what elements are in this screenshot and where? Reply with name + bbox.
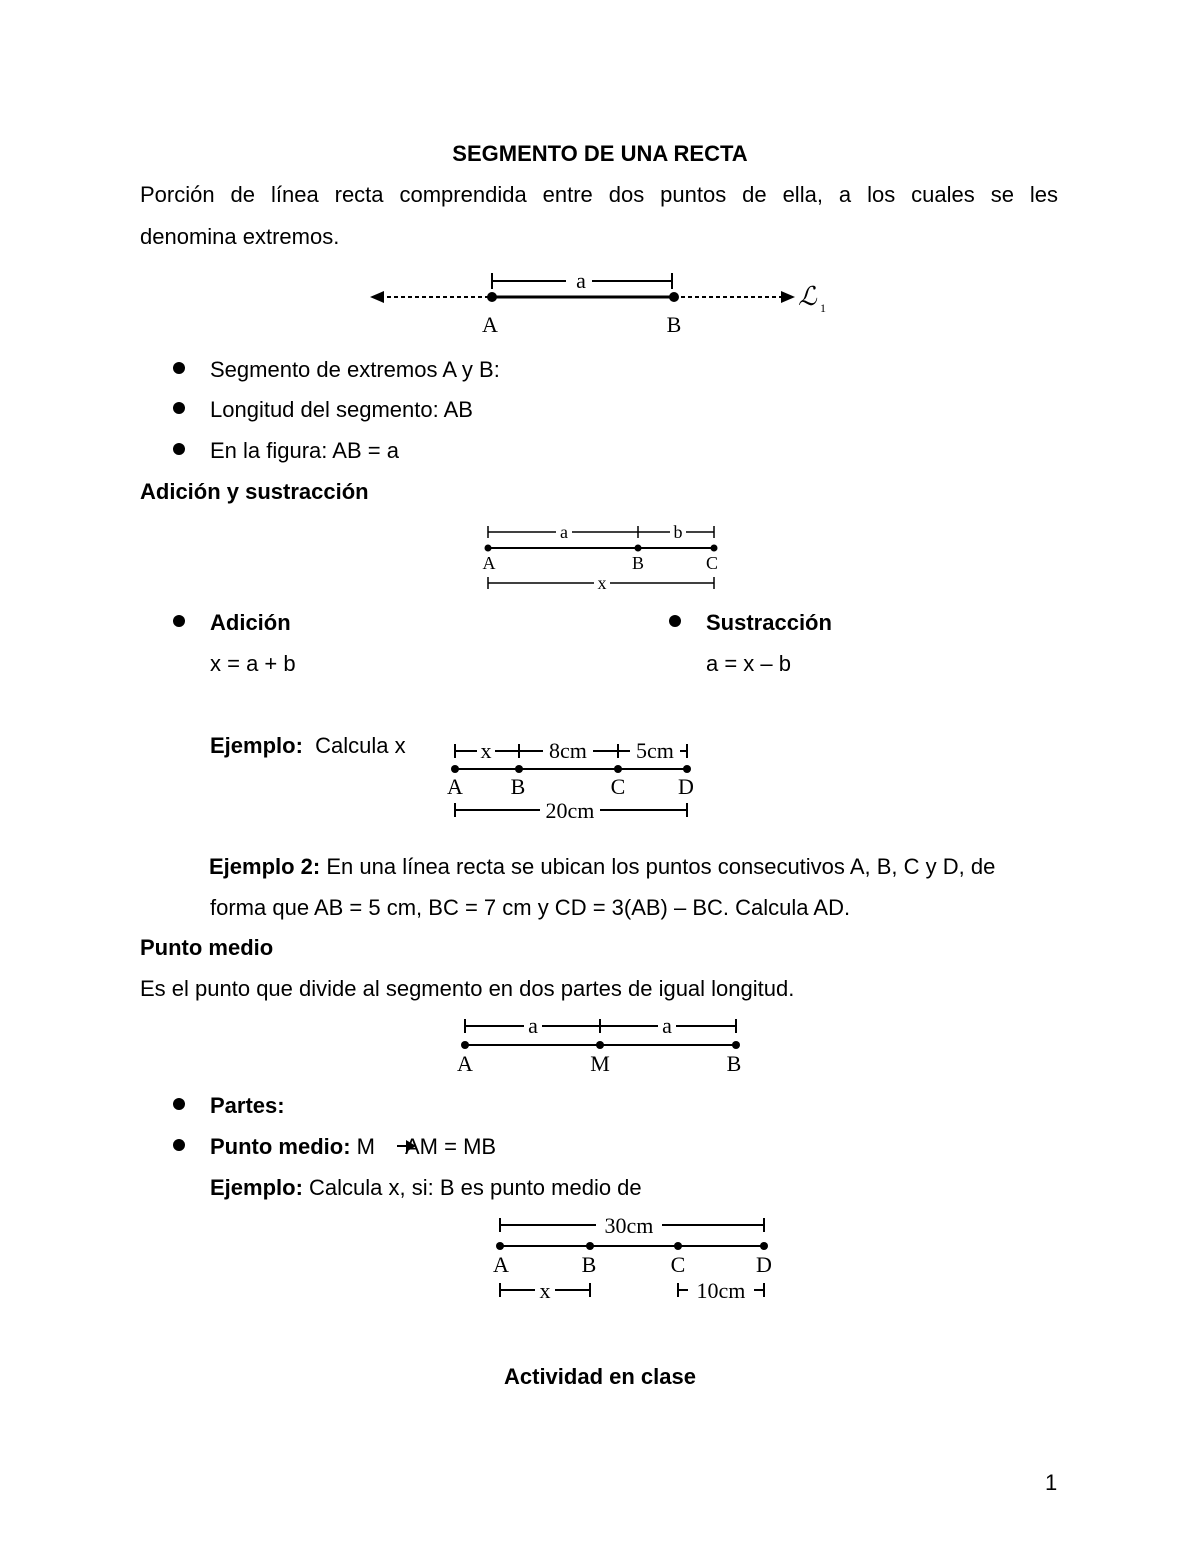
example-3-label: Ejemplo:: [210, 1175, 303, 1200]
example-2-line-2: forma que AB = 5 cm, BC = 7 cm y CD = 3(AB) – BC. Calcula AD.: [210, 895, 851, 920]
fig1-line-subscript: 1: [820, 301, 826, 315]
fig4-label-a2: a: [662, 1013, 672, 1038]
addition-formula: x = a + b: [210, 651, 296, 676]
fig5-label-x: x: [539, 1278, 551, 1303]
fig2-label-C: C: [705, 553, 719, 573]
example-3: Ejemplo: Calcula x, si: B es punto medio de: [210, 1175, 642, 1200]
fig4-label-B: B: [726, 1051, 742, 1076]
bullet-dot: [669, 615, 681, 627]
midpoint-line: Punto medio: M AM = MB: [210, 1134, 497, 1159]
fig3-label-D: D: [678, 774, 694, 799]
page-number: 1: [1045, 1470, 1058, 1495]
fig5-label-10cm: 10cm: [696, 1278, 746, 1303]
definition-line-2: denomina extremos.: [140, 224, 340, 249]
example-2-label: Ejemplo 2:: [209, 854, 321, 879]
fig5-label-C: C: [670, 1252, 686, 1277]
section-heading-midpoint: Punto medio: [140, 935, 274, 960]
fig4-label-A: A: [457, 1051, 473, 1076]
fig2-label-x: x: [597, 573, 607, 593]
fig5-label-B: B: [581, 1252, 597, 1277]
midpoint-label: Punto medio:: [210, 1134, 351, 1159]
bullet-text-3: En la figura: AB = a: [210, 438, 399, 463]
subtraction-formula: a = x – b: [706, 651, 792, 676]
fig1-label-a: a: [576, 268, 586, 293]
fig2-label-A: A: [482, 553, 496, 573]
fig2-label-a: a: [560, 522, 568, 542]
addition-label: Adición: [210, 610, 291, 635]
fig3-label-C: C: [610, 774, 626, 799]
fig5-label-A: A: [493, 1252, 509, 1277]
fig1-point-b: [669, 292, 679, 302]
fig3-label-20cm: 20cm: [545, 798, 595, 823]
example-1: [210, 733, 406, 759]
bullet-dot: [173, 443, 185, 455]
subtraction-label: Sustracción: [706, 610, 832, 635]
fig3-label-5cm: 5cm: [636, 738, 674, 763]
fig3-label-A: A: [447, 774, 463, 799]
example-2-line-1: Ejemplo 2: En una línea recta se ubican los puntos consecutivos A, B, C y D, de: [209, 854, 996, 879]
bullet-dot: [173, 615, 185, 627]
bullet-dot: [173, 1098, 185, 1110]
example-1-text: Calcula x: [315, 733, 406, 758]
section-heading-addition: Adición y sustracción: [140, 479, 369, 504]
bullet-dot: [173, 1139, 185, 1151]
bullet-text-2: Longitud del segmento: AB: [210, 397, 473, 422]
parts-label: Partes:: [210, 1093, 285, 1118]
fig3-label-x: x: [480, 738, 492, 763]
fig3-label-B: B: [510, 774, 526, 799]
example-1-label: Ejemplo:: [210, 733, 303, 758]
fig5-label-D: D: [756, 1252, 772, 1277]
midpoint-definition: Es el punto que divide al segmento en dos partes de igual longitud.: [140, 976, 795, 1001]
fig3-label-8cm: 8cm: [549, 738, 587, 763]
fig1-line-label: ℒ: [798, 282, 817, 311]
bullet-dot: [173, 362, 185, 374]
fig2-label-b: b: [673, 522, 683, 542]
activity-heading: Actividad en clase: [504, 1364, 696, 1389]
page-title: SEGMENTO DE UNA RECTA: [452, 141, 748, 166]
fig1-point-a: [487, 292, 497, 302]
fig4-label-M: M: [590, 1051, 610, 1076]
fig2-label-B: B: [631, 553, 645, 573]
fig1-label-B: B: [666, 312, 682, 337]
bullet-dot: [173, 402, 185, 414]
fig4-label-a1: a: [528, 1013, 538, 1038]
fig5-label-30cm: 30cm: [604, 1213, 654, 1238]
bullet-text-1: Segmento de extremos A y B:: [210, 357, 500, 382]
fig1-label-A: A: [482, 312, 498, 337]
definition-line-1: Porción de línea recta comprendida entre dos puntos de ella, a los cuales se les: [140, 182, 1058, 207]
